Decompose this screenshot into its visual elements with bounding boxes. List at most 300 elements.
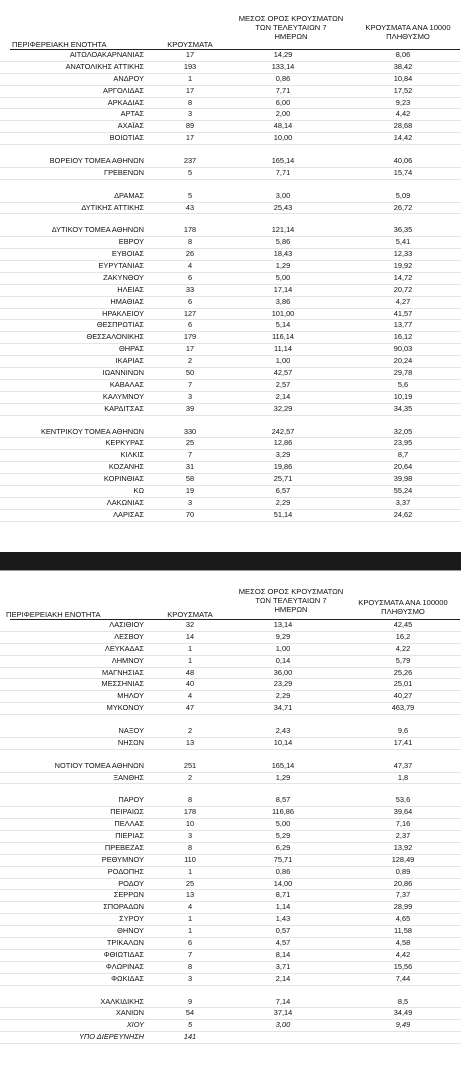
region-name: ΗΜΑΘΙΑΣ — [110, 296, 144, 306]
table-row — [0, 273, 461, 285]
cases-value: 251 — [183, 760, 197, 770]
per-pop-value: 0,89 — [395, 866, 411, 876]
per-pop-value: 32,05 — [393, 426, 413, 436]
region-name: ΕΒΡΟΥ — [118, 237, 144, 247]
region-name: ΤΡΙΚΑΛΩΝ — [106, 938, 144, 948]
region-name: ΛΑΚΩΝΙΑΣ — [106, 497, 144, 507]
table-row — [0, 974, 461, 986]
avg-7day-value: 11,14 — [274, 344, 292, 354]
per-pop-value: 16,2 — [395, 631, 411, 641]
region-name: ΦΩΚΙΔΑΣ — [111, 973, 144, 983]
cases-value: 4 — [187, 261, 193, 271]
per-pop-value: 463,79 — [391, 703, 415, 713]
table-row — [0, 368, 461, 380]
region-name: ΛΑΡΙΣΑΣ — [113, 509, 144, 519]
cases-value: 13 — [185, 890, 195, 900]
region-name: ΑΡΓΟΛΙΔΑΣ — [103, 85, 144, 95]
region-name: ΓΡΕΒΕΝΩΝ — [104, 167, 144, 177]
table-row — [0, 297, 461, 309]
table-row — [0, 738, 461, 750]
table-spacer — [0, 715, 461, 726]
per-pop-value: 42,45 — [393, 620, 413, 629]
region-name: ΚΑΡΔΙΤΣΑΣ — [104, 403, 144, 413]
per-pop-value: 1,8 — [397, 772, 409, 782]
table-spacer — [0, 180, 461, 191]
avg-7day-value: 116,14 — [271, 332, 295, 342]
cases-value: 89 — [185, 121, 195, 131]
cases-value: 6 — [187, 938, 193, 948]
cases-value: 33 — [185, 284, 195, 294]
cases-value: 7 — [187, 379, 193, 389]
per-pop-value: 7,37 — [395, 890, 411, 900]
avg-7day-value: 37,14 — [273, 1008, 293, 1018]
avg-header — [236, 587, 346, 614]
per-pop-value: 16,12 — [393, 332, 413, 342]
cases-value: 31 — [185, 462, 195, 472]
per-pop-value: 25,01 — [393, 679, 413, 689]
avg-7day-value: 51,14 — [273, 509, 293, 519]
avg-7day-value: 14,00 — [273, 878, 293, 888]
region-name: ΚΑΒΑΛΑΣ — [109, 379, 144, 389]
avg-7day-value: 133,14 — [271, 61, 295, 71]
region-name: ΚΕΡΚΥΡΑΣ — [105, 438, 144, 448]
table-row — [0, 703, 461, 715]
per-pop-value: 10,19 — [393, 391, 413, 401]
cases-value: 10 — [185, 819, 195, 829]
avg-7day-value: 3,00 — [275, 1020, 291, 1030]
table-row — [0, 1008, 461, 1020]
table-row — [0, 819, 461, 831]
avg-7day-value: 23,29 — [273, 679, 293, 689]
avg-7day-value: 75,71 — [273, 854, 293, 864]
per-pop-header-line: ΚΡΟΥΣΜΑΤΑ ΑΝΑ 10000 — [365, 23, 451, 32]
region-name: ΚΕΝΤΡΙΚΟΥ ΤΟΜΕΑ ΑΘΗΝΩΝ — [40, 426, 144, 436]
table-row — [0, 691, 461, 703]
region-name: ΚΙΛΚΙΣ — [120, 450, 144, 460]
per-pop-value: 7,16 — [395, 819, 411, 829]
avg-7day-value: 242,57 — [271, 426, 295, 436]
table-row — [0, 261, 461, 273]
cases-value: 6 — [187, 320, 193, 330]
cases-value: 1 — [187, 73, 193, 83]
avg-7day-value: 2,29 — [275, 497, 291, 507]
avg-7day-value: 10,14 — [273, 737, 293, 747]
table-spacer — [0, 750, 461, 761]
cases-value: 3 — [187, 831, 193, 841]
table-row — [0, 438, 461, 450]
per-pop-value: 4,42 — [395, 949, 411, 959]
region-name: ΝΗΣΩΝ — [117, 737, 144, 747]
cases-value: 8 — [187, 842, 193, 852]
avg-7day-value: 8,57 — [275, 795, 291, 805]
per-pop-value: 11,58 — [394, 926, 412, 936]
avg-7day-value: 5,00 — [275, 819, 291, 829]
table-row — [0, 486, 461, 498]
avg-7day-value: 0,57 — [275, 926, 291, 936]
avg-header-line: ΤΩΝ ΤΕΛΕΥΤΑΙΩΝ 7 — [255, 596, 327, 605]
avg-7day-value: 0,86 — [275, 866, 291, 876]
table-row — [0, 1032, 461, 1044]
avg-7day-value: 42,57 — [273, 368, 293, 378]
region-name: ΣΥΡΟΥ — [119, 914, 144, 924]
region-name: ΕΥΒΟΙΑΣ — [111, 249, 144, 259]
avg-7day-value: 3,71 — [275, 961, 291, 971]
table-row — [0, 450, 461, 462]
region-name: ΙΩΑΝΝΙΝΩΝ — [102, 368, 144, 378]
cases-value: 8 — [187, 961, 193, 971]
per-pop-value: 34,35 — [393, 403, 413, 413]
per-pop-header — [352, 23, 461, 41]
avg-7day-value: 14,29 — [273, 50, 293, 59]
avg-7day-value: 36,00 — [273, 667, 293, 677]
region-name: ΔΥΤΙΚΟΥ ΤΟΜΕΑ ΑΘΗΝΩΝ — [51, 225, 144, 235]
avg-header-line: ΗΜΕΡΩΝ — [274, 605, 308, 614]
table-row — [0, 807, 461, 819]
per-pop-header-line: ΚΡΟΥΣΜΑΤΑ ΑΝΑ 100000 — [358, 598, 448, 607]
table-row — [0, 191, 461, 203]
avg-7day-value: 0,14 — [275, 655, 291, 665]
table-row — [0, 98, 461, 110]
cases-value: 5 — [187, 167, 193, 177]
per-pop-value: 20,86 — [393, 878, 413, 888]
avg-7day-value: 7,71 — [275, 85, 291, 95]
cases-value: 141 — [183, 1032, 197, 1042]
table-row — [0, 237, 461, 249]
per-pop-value: 25,26 — [393, 667, 413, 677]
avg-7day-value: 165,14 — [271, 156, 295, 166]
region-name: ΛΕΣΒΟΥ — [114, 631, 144, 641]
cases-value: 2 — [187, 726, 193, 736]
table-row — [0, 344, 461, 356]
region-name: ΑΙΤΩΛΟΑΚΑΡΝΑΝΙΑΣ — [69, 50, 144, 59]
cases-value: 193 — [183, 61, 197, 71]
avg-7day-value: 1,43 — [275, 914, 291, 924]
table-row — [0, 225, 461, 237]
per-pop-value: 47,37 — [393, 760, 413, 770]
cases-value: 8 — [187, 97, 193, 107]
region-name: ΔΡΑΜΑΣ — [114, 190, 144, 200]
per-pop-value: 24,62 — [393, 509, 413, 519]
avg-7day-value: 1,00 — [275, 643, 291, 653]
region-name: ΡΕΘΥΜΝΟΥ — [101, 854, 144, 864]
cases-value: 58 — [185, 474, 195, 484]
avg-7day-value: 121,14 — [271, 225, 295, 235]
avg-header-line: ΤΩΝ ΤΕΛΕΥΤΑΙΩΝ 7 — [255, 23, 327, 32]
per-pop-value: 8,5 — [397, 996, 409, 1006]
region-name: ΒΟΙΩΤΙΑΣ — [109, 133, 144, 143]
per-pop-header-line: ΠΛΗΘΥΣΜΟ — [381, 607, 425, 616]
cases-value: 17 — [185, 50, 195, 59]
table-row — [0, 50, 461, 62]
region-name: ΥΠΟ ΔΙΕΡΕΥΝΗΣΗ — [79, 1032, 144, 1042]
per-pop-value: 5,41 — [395, 237, 411, 247]
per-pop-value: 4,58 — [395, 938, 411, 948]
table-row — [0, 285, 461, 297]
avg-7day-value: 2,00 — [275, 109, 291, 119]
cases-value: 8 — [187, 237, 193, 247]
per-pop-value: 28,99 — [393, 902, 413, 912]
region-name: ΑΝΔΡΟΥ — [113, 73, 144, 83]
region-name: ΛΕΥΚΑΔΑΣ — [104, 643, 144, 653]
table-row — [0, 203, 461, 215]
avg-7day-value: 7,14 — [275, 996, 291, 1006]
cases-header: ΚΡΟΥΣΜΑΤΑ — [167, 610, 213, 619]
per-pop-value: 9,6 — [397, 726, 409, 736]
avg-7day-value: 0,86 — [275, 73, 291, 83]
avg-7day-value: 12,86 — [273, 438, 293, 448]
cases-value: 4 — [187, 691, 193, 701]
per-pop-value: 9,49 — [395, 1020, 411, 1030]
per-pop-value: 20,24 — [393, 356, 413, 366]
table-row — [0, 997, 461, 1009]
region-name: ΞΑΝΘΗΣ — [113, 772, 144, 782]
cases-value: 1 — [187, 866, 193, 876]
per-pop-value: 26,72 — [393, 202, 413, 212]
avg-header-line: ΜΕΣΟΣ ΟΡΟΣ ΚΡΟΥΣΜΑΤΩΝ — [238, 14, 344, 23]
table-row — [0, 510, 461, 522]
region-name: ΝΟΤΙΟΥ ΤΟΜΕΑ ΑΘΗΝΩΝ — [54, 760, 144, 770]
region-name: ΑΡΚΑΔΙΑΣ — [107, 97, 144, 107]
cases-header: ΚΡΟΥΣΜΑΤΑ — [167, 40, 213, 49]
table-row — [0, 109, 461, 121]
avg-7day-value: 10,00 — [273, 133, 293, 143]
cases-value: 1 — [187, 914, 193, 924]
per-pop-value: 5,79 — [395, 655, 411, 665]
per-pop-value: 15,74 — [393, 167, 413, 177]
per-pop-value: 4,27 — [395, 296, 411, 306]
cases-value: 54 — [185, 1008, 195, 1018]
avg-7day-value: 34,71 — [273, 703, 293, 713]
region-name: ΘΗΡΑΣ — [119, 344, 144, 354]
avg-7day-value: 5,29 — [275, 831, 291, 841]
cases-value: 9 — [187, 996, 193, 1006]
per-pop-value: 15,56 — [393, 961, 413, 971]
table-row — [0, 644, 461, 656]
region-name: ΡΟΔΟΠΗΣ — [107, 866, 144, 876]
region-name: ΠΕΙΡΑΙΩΣ — [110, 807, 144, 817]
table-row — [0, 656, 461, 668]
region-name: ΘΕΣΣΑΛΟΝΙΚΗΣ — [86, 332, 144, 342]
cases-value: 5 — [187, 1020, 193, 1030]
per-pop-value: 4,42 — [395, 109, 411, 119]
region-name: ΠΕΛΛΑΣ — [114, 819, 144, 829]
avg-7day-value: 6,29 — [275, 842, 291, 852]
region-name: ΝΑΞΟΥ — [118, 726, 144, 736]
avg-7day-value: 32,29 — [273, 403, 293, 413]
cases-value: 1 — [187, 926, 193, 936]
region-name: ΚΟΖΑΝΗΣ — [108, 462, 144, 472]
avg-7day-value: 3,00 — [275, 190, 291, 200]
per-pop-value: 17,41 — [393, 737, 413, 747]
table-spacer — [0, 416, 461, 427]
table-row — [0, 356, 461, 368]
table-row — [0, 679, 461, 691]
region-name: ΜΗΛΟΥ — [117, 691, 144, 701]
per-pop-value: 4,65 — [395, 914, 411, 924]
avg-header-line: ΜΕΣΟΣ ΟΡΟΣ ΚΡΟΥΣΜΑΤΩΝ — [238, 587, 344, 596]
per-pop-value: 12,33 — [393, 249, 413, 259]
table-row — [0, 404, 461, 416]
region-name: ΚΑΛΥΜΝΟΥ — [102, 391, 144, 401]
cases-value: 6 — [187, 296, 193, 306]
avg-7day-value: 5,86 — [275, 237, 291, 247]
avg-7day-value: 6,57 — [275, 485, 291, 495]
cases-value: 330 — [183, 426, 197, 436]
cases-value: 3 — [187, 391, 193, 401]
table-row — [0, 795, 461, 807]
table-body-1 — [0, 50, 461, 522]
avg-header-line: ΗΜΕΡΩΝ — [274, 32, 308, 41]
region-name: ΠΡΕΒΕΖΑΣ — [104, 842, 144, 852]
avg-7day-value: 5,00 — [275, 272, 291, 282]
per-pop-value: 4,22 — [395, 643, 411, 653]
avg-7day-value: 1,14 — [275, 902, 291, 912]
table-row — [0, 938, 461, 950]
table-spacer — [0, 145, 461, 156]
region-name: ΘΕΣΠΡΩΤΙΑΣ — [96, 320, 144, 330]
table-row — [0, 462, 461, 474]
table-row — [0, 620, 461, 632]
avg-7day-value: 3,86 — [275, 296, 291, 306]
per-pop-header-line: ΠΛΗΘΥΣΜΟ — [386, 32, 430, 41]
per-pop-value: 36,35 — [393, 225, 413, 235]
table-spacer — [0, 784, 461, 795]
cases-value: 3 — [187, 973, 193, 983]
cases-value: 179 — [183, 332, 197, 342]
per-pop-value: 8,7 — [397, 450, 409, 460]
avg-7day-value: 2,14 — [275, 973, 291, 983]
table-spacer — [0, 214, 461, 225]
cases-value: 14 — [185, 631, 195, 641]
per-pop-value: 3,37 — [395, 497, 411, 507]
avg-7day-value: 2,57 — [275, 379, 291, 389]
per-pop-value: 5,09 — [395, 190, 411, 200]
per-pop-value: 128,49 — [391, 854, 415, 864]
avg-7day-value: 48,14 — [273, 121, 293, 131]
cases-value: 178 — [183, 225, 197, 235]
region-name: ΖΑΚΥΝΘΟΥ — [103, 272, 144, 282]
cases-value: 5 — [187, 190, 193, 200]
table-row — [0, 168, 461, 180]
avg-7day-value: 25,43 — [273, 202, 293, 212]
cases-value: 3 — [187, 497, 193, 507]
region-name: ΗΛΕΙΑΣ — [117, 284, 144, 294]
table-row — [0, 74, 461, 86]
avg-7day-value: 4,57 — [275, 938, 291, 948]
table-row — [0, 121, 461, 133]
cases-value: 2 — [187, 772, 193, 782]
table-row — [0, 855, 461, 867]
per-pop-value: 28,68 — [393, 121, 413, 131]
cases-value: 2 — [187, 356, 193, 366]
avg-7day-value: 2,29 — [275, 691, 291, 701]
per-pop-value: 9,23 — [395, 97, 411, 107]
region-name: ΑΡΤΑΣ — [120, 109, 144, 119]
region-name: ΦΛΩΡΙΝΑΣ — [105, 961, 144, 971]
avg-7day-value: 2,43 — [275, 726, 291, 736]
table-row — [0, 427, 461, 439]
region-name: ΑΧΑΪΑΣ — [117, 121, 144, 131]
region-name: ΧΑΝΙΩΝ — [115, 1008, 144, 1018]
cases-value: 32 — [185, 620, 195, 629]
cases-value: 3 — [187, 109, 193, 119]
table-row — [0, 926, 461, 938]
table-row — [0, 902, 461, 914]
per-pop-value: 7,44 — [395, 973, 411, 983]
avg-7day-value: 5,14 — [275, 320, 291, 330]
cases-value: 17 — [185, 133, 195, 143]
region-name: ΣΕΡΡΩΝ — [113, 890, 144, 900]
table-row — [0, 843, 461, 855]
table-row — [0, 62, 461, 74]
region-name: ΛΗΜΝΟΥ — [111, 655, 144, 665]
table-row — [0, 962, 461, 974]
region-name: ΚΟΡΙΝΘΙΑΣ — [103, 474, 144, 484]
avg-7day-value: 17,14 — [273, 284, 293, 294]
avg-7day-value: 1,00 — [275, 356, 291, 366]
cases-value: 25 — [185, 878, 195, 888]
table-row — [0, 726, 461, 738]
avg-7day-value: 9,29 — [275, 631, 291, 641]
table-row — [0, 950, 461, 962]
avg-7day-value: 7,71 — [275, 167, 291, 177]
per-pop-value: 41,57 — [393, 308, 413, 318]
cases-value: 127 — [183, 308, 197, 318]
table-row — [0, 498, 461, 510]
per-pop-value: 40,06 — [393, 156, 413, 166]
per-pop-value: 20,72 — [393, 284, 413, 294]
avg-7day-value: 165,14 — [271, 760, 295, 770]
region-name: ΔΥΤΙΚΗΣ ΑΤΤΙΚΗΣ — [81, 202, 144, 212]
cases-value: 25 — [185, 438, 195, 448]
per-pop-header — [345, 598, 461, 616]
per-pop-value: 40,27 — [393, 691, 413, 701]
per-pop-value: 38,42 — [393, 61, 413, 71]
per-pop-value: 19,92 — [393, 261, 413, 271]
per-pop-value: 34,49 — [393, 1008, 413, 1018]
cases-value: 6 — [187, 272, 193, 282]
cases-value: 40 — [185, 679, 195, 689]
cases-value: 17 — [185, 344, 195, 354]
table-row — [0, 773, 461, 785]
cases-value: 43 — [185, 202, 195, 212]
cases-value: 237 — [183, 156, 197, 166]
per-pop-value: 17,52 — [393, 85, 413, 95]
per-pop-value: 39,98 — [393, 474, 413, 484]
avg-7day-value: 6,00 — [275, 97, 291, 107]
region-name: ΘΗΝΟΥ — [117, 926, 144, 936]
per-pop-value: 20,64 — [393, 462, 413, 472]
avg-7day-value: 1,29 — [275, 261, 291, 271]
region-name: ΧΙΟΥ — [126, 1020, 144, 1030]
region-name: ΒΟΡΕΙΟΥ ΤΟΜΕΑ ΑΘΗΝΩΝ — [49, 156, 144, 166]
region-name: ΣΠΟΡΑΔΩΝ — [103, 902, 144, 912]
table-row — [0, 474, 461, 486]
per-pop-value: 14,72 — [393, 272, 413, 282]
avg-7day-value: 13,14 — [273, 620, 293, 629]
cases-value: 39 — [185, 403, 195, 413]
cases-value: 26 — [185, 249, 195, 259]
cases-value: 13 — [185, 737, 195, 747]
region-name: ΠΑΡΟΥ — [118, 795, 144, 805]
per-pop-value: 10,84 — [393, 73, 413, 83]
table-row — [0, 133, 461, 145]
per-pop-value: 14,42 — [393, 133, 413, 143]
table-row — [0, 1020, 461, 1032]
region-name: ΑΝΑΤΟΛΙΚΗΣ ΑΤΤΙΚΗΣ — [65, 61, 144, 71]
region-name: ΗΡΑΚΛΕΙΟΥ — [102, 308, 144, 318]
table-row — [0, 320, 461, 332]
